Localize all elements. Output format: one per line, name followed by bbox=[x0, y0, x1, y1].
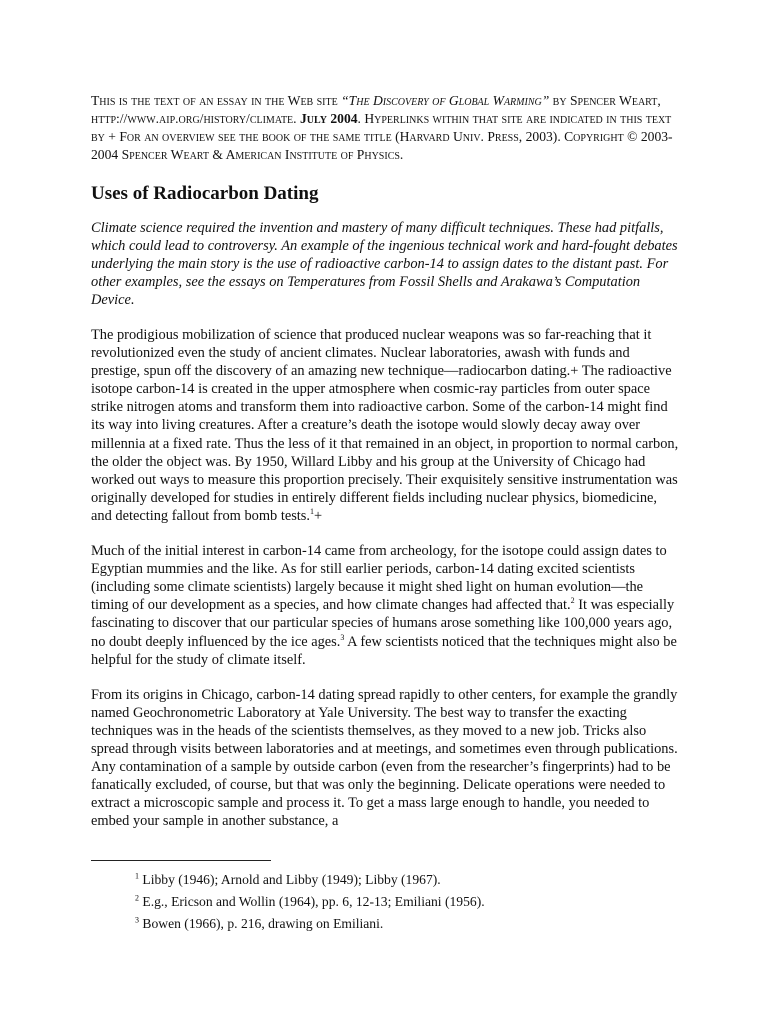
footnote-text: Libby (1946); Arnold and Libby (1949); Libby (1967). bbox=[139, 872, 441, 887]
header-part2: by Spencer Weart, http://www.aip.org/history/climate. bbox=[91, 93, 661, 126]
footnote-text: Bowen (1966), p. 216, drawing on Emiliani. bbox=[139, 916, 384, 931]
p2-text-b: It was especially fascinating to discover that our particular species of humans arose something like 100,000 years ago, no doubt deeply influenced by the ice ages. bbox=[91, 597, 675, 650]
body-paragraph-3: From its origins in Chicago, carbon-14 dating spread rapidly to other centers, for example the grandly named Geochronometric Laboratory at Yale University. The best way to transfer the exacting techniques was in the heads of the scientists themselves, as they moved to a new job. Tricks also spread through visits between laboratories and at meetings, and sometimes even through publications. Any contamination of a sample by outside carbon (even from the researcher’s fingerprints) had to be fanatically excluded, of course, but that was only the beginning. Delicate operations were needed to extract a microscopic sample and process it. To get a mass large enough to handle, you needed to embed your sample in another substance, a bbox=[91, 686, 678, 830]
footnote-item bbox=[135, 891, 485, 913]
site-title: “The Discovery of Global Warming” bbox=[341, 93, 550, 108]
footnote-ref-1[interactable]: 1 bbox=[310, 507, 315, 517]
body-paragraph-2 bbox=[91, 542, 681, 669]
footnote-number: 2 bbox=[135, 893, 139, 903]
p2-text-a: Much of the initial interest in carbon-14 came from archeology, for the isotope could assign dates to Egyptian mummies and the like. As for still earlier periods, carbon-14 dating excited scientists (including some climate scientists) largely because it might shed light on human evolution—the timing of our development as a species, and how climate changes had affected that. bbox=[91, 543, 667, 614]
header-part1: This is the text of an essay in the Web site bbox=[91, 93, 342, 108]
footnote-divider bbox=[91, 860, 271, 861]
body-paragraph-1 bbox=[91, 326, 681, 525]
footnote-number: 1 bbox=[135, 871, 139, 881]
footnotes bbox=[135, 869, 485, 935]
footnote-ref-3[interactable]: 3 bbox=[340, 632, 345, 642]
p2-text-c: A few scientists noticed that the techniques might also be helpful for the study of climate itself. bbox=[91, 633, 677, 668]
footnote-ref-2[interactable]: 2 bbox=[570, 596, 575, 606]
p1-text: The prodigious mobilization of science that produced nuclear weapons was so far-reaching that it revolutionized even the study of ancient climates. Nuclear laboratories, awash with funds and prestige, spun off the discovery of an amazing new technique—radiocarbon dating.+ The radioactive isotope carbon-14 is created in the upper atmosphere when cosmic-ray particles from outer space strike nitrogen atoms and transform them into radioactive carbon. Some of the carbon-14 might find its way into living creatures. After a creature’s death the isotope would slowly decay away over millennia at a fixed rate. Thus the less of it that remained in an object, in proportion to normal carbon, the older the object was. By 1950, Willard Libby and his group at the University of Chicago had worked out ways to measure this proportion precisely. Their exquisitely sensitive instrumentation was originally developed for studies in entirely different fields including nuclear physics, biomedicine, and detecting fallout from bomb tests. bbox=[91, 327, 679, 524]
essay-title: Uses of Radiocarbon Dating bbox=[91, 183, 319, 204]
p1-tail: + bbox=[314, 507, 323, 524]
footnote-item bbox=[135, 913, 485, 935]
document-page bbox=[91, 92, 681, 830]
footnote-number: 3 bbox=[135, 915, 139, 925]
intro-paragraph: Climate science required the invention and mastery of many difficult techniques. These had pitfalls, which could lead to controversy. An example of the ingenious technical work and hard-fought debates underlying the main story is the use of radioactive carbon-14 to assign dates to the distant past. For other examples, see the essays on Temperatures from Fossil Shells and Arakawa’s Computation Device. bbox=[91, 220, 678, 308]
footnote-text: E.g., Ericson and Wollin (1964), pp. 6, 12-13; Emiliani (1956). bbox=[139, 894, 485, 909]
header-note bbox=[91, 92, 681, 164]
header-part3: . Hyperlinks within that site are indicated in this text by + For an overview see the book of the same title (Harvard Univ. Press, 2003). Copyright © 2003-2004 Spencer Weart & American Institute of Physics. bbox=[91, 111, 673, 162]
header-date: July 2004 bbox=[299, 111, 358, 126]
footnote-item bbox=[135, 869, 485, 891]
